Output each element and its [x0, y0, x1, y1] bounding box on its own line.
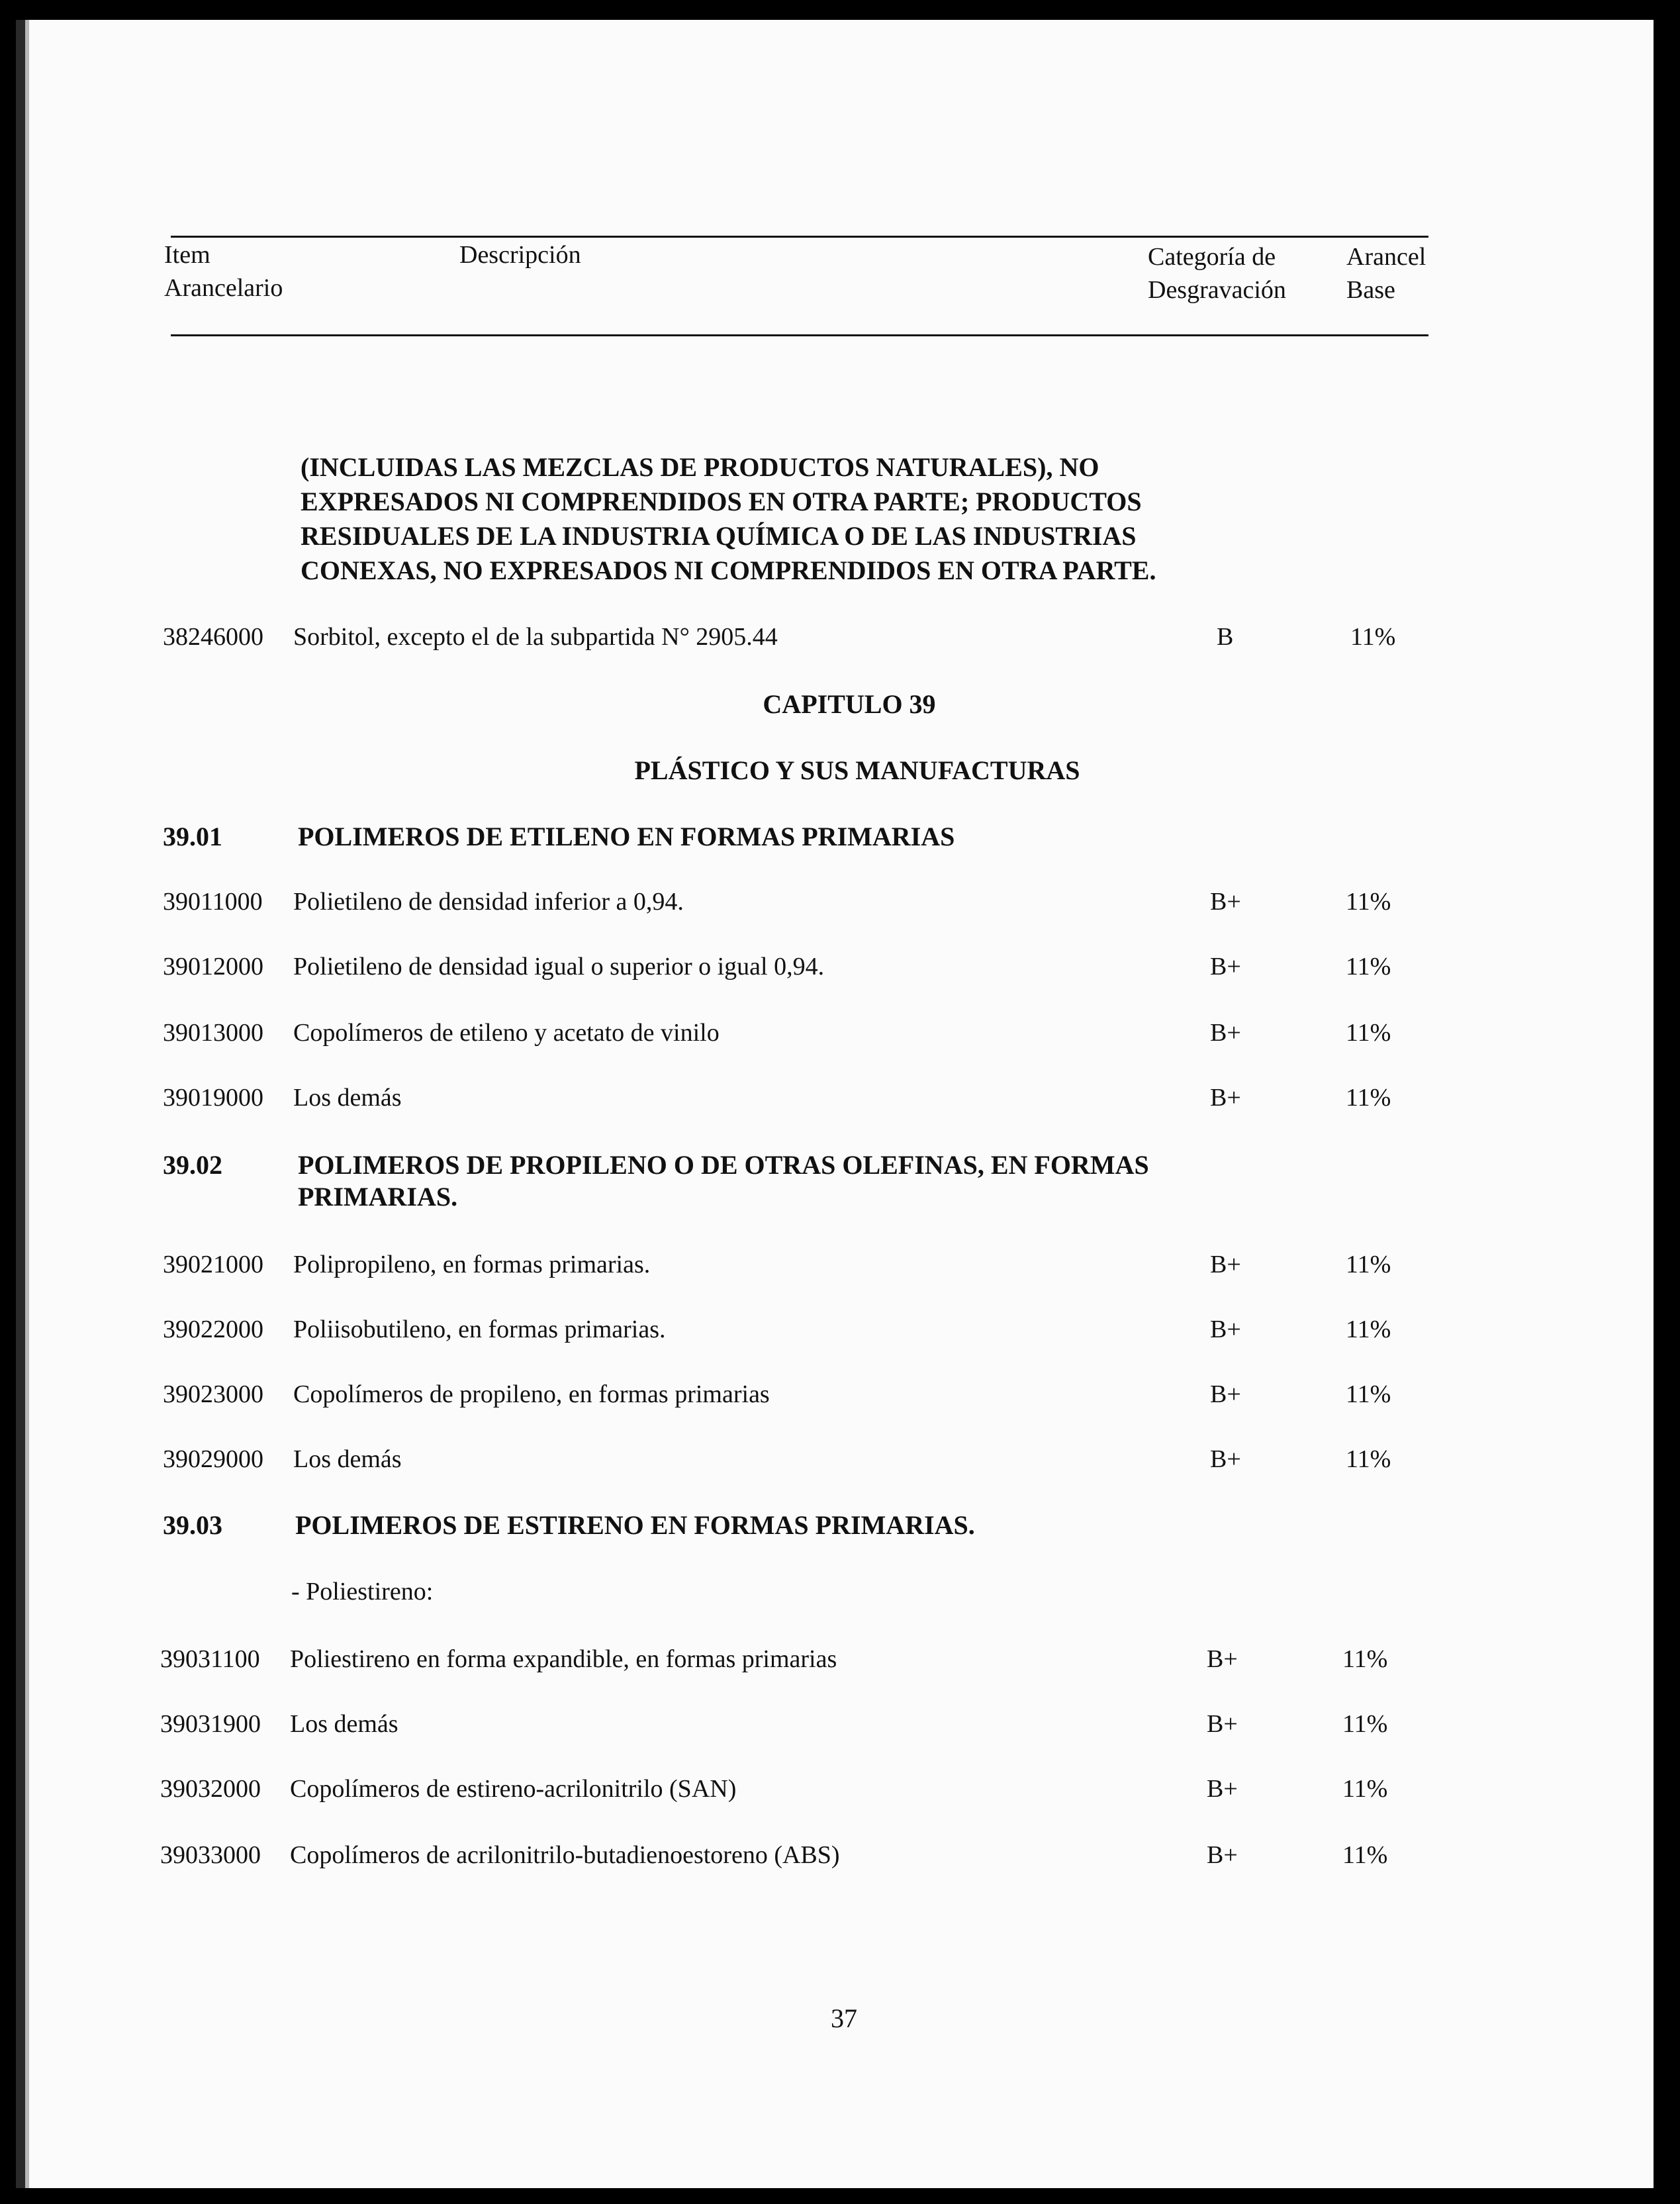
header-top-rule — [171, 236, 1428, 238]
item-description: Polietileno de densidad inferior a 0,94. — [293, 888, 684, 916]
item-rate: 11% — [1342, 1710, 1388, 1738]
continued-heading-line: EXPRESADOS NI COMPRENDIDOS EN OTRA PARTE; PRODUCTOS — [301, 487, 1142, 516]
item-code: 39013000 — [163, 1019, 263, 1047]
item-description: Copolímeros de estireno-acrilonitrilo (SAN) — [290, 1775, 737, 1803]
continued-heading-line: (INCLUIDAS LAS MEZCLAS DE PRODUCTOS NATURALES), NO — [301, 452, 1099, 482]
section-code: 39.03 — [163, 1510, 222, 1540]
section-heading — [25, 821, 1663, 861]
item-rate: 11% — [1346, 953, 1391, 981]
item-code: 39021000 — [163, 1251, 263, 1278]
item-rate: 11% — [1346, 1019, 1391, 1047]
section-title: POLIMEROS DE PROPILENO O DE OTRAS OLEFINAS, EN FORMAS PRIMARIAS. — [298, 1150, 1149, 1212]
table-row — [25, 952, 1663, 992]
item-rate: 11% — [1346, 1251, 1391, 1278]
item-category: B+ — [1207, 1645, 1238, 1673]
item-code: 39031900 — [160, 1710, 261, 1738]
item-rate: 11% — [1342, 1775, 1388, 1803]
header-categoria-line1: Categoría de — [1148, 243, 1276, 271]
item-rate: 11% — [1350, 623, 1396, 651]
item-category: B+ — [1207, 1710, 1238, 1738]
item-code: 39031100 — [160, 1645, 260, 1673]
header-item-line2: Arancelario — [164, 274, 283, 302]
continued-heading-line: CONEXAS, NO EXPRESADOS NI COMPRENDIDOS EN OTRA PARTE. — [301, 555, 1156, 585]
item-category: B+ — [1210, 1316, 1241, 1343]
item-code: 39012000 — [163, 953, 263, 981]
subheading: - Poliestireno: — [291, 1578, 434, 1605]
header-arancel-line2: Base — [1346, 276, 1395, 304]
item-code: 39033000 — [160, 1841, 261, 1869]
header-bottom-rule — [171, 334, 1428, 336]
item-rate: 11% — [1342, 1645, 1388, 1673]
table-row — [25, 1841, 1663, 1880]
table-row — [25, 1083, 1663, 1123]
table-row — [25, 1380, 1663, 1419]
item-description: Los demás — [290, 1710, 398, 1738]
item-category: B+ — [1210, 1445, 1241, 1473]
section-heading — [25, 1509, 1663, 1549]
item-category: B+ — [1210, 888, 1241, 916]
item-rate: 11% — [1346, 1316, 1391, 1343]
item-description: Polietileno de densidad igual o superior o igual 0,94. — [293, 953, 825, 981]
item-code: 39032000 — [160, 1775, 261, 1803]
header-arancel-col — [1346, 240, 1426, 307]
item-rate: 11% — [1342, 1841, 1388, 1869]
item-category: B+ — [1207, 1775, 1238, 1803]
item-code: 39023000 — [163, 1380, 263, 1408]
continued-heading — [301, 450, 1293, 588]
table-row — [25, 1445, 1663, 1484]
item-rate: 11% — [1346, 1445, 1391, 1473]
item-category: B+ — [1210, 1084, 1241, 1112]
item-category: B+ — [1207, 1841, 1238, 1869]
table-row — [25, 887, 1663, 927]
header-item-col — [164, 238, 283, 305]
item-rate: 11% — [1346, 1380, 1391, 1408]
page-number: 37 — [831, 2003, 857, 2033]
table-row — [25, 1774, 1663, 1814]
item-category: B — [1217, 623, 1234, 651]
section-code: 39.02 — [163, 1150, 222, 1180]
item-rate: 11% — [1346, 888, 1391, 916]
item-description: Poliisobutileno, en formas primarias. — [293, 1316, 666, 1343]
header-descripcion: Descripción — [459, 241, 581, 269]
table-row — [25, 1315, 1663, 1355]
section-title: POLIMEROS DE ESTIRENO EN FORMAS PRIMARIAS. — [295, 1510, 975, 1540]
item-category: B+ — [1210, 953, 1241, 981]
item-description: Poliestireno en forma expandible, en formas primarias — [290, 1645, 837, 1673]
table-row — [25, 1709, 1663, 1749]
header-categoria-col — [1148, 240, 1286, 307]
item-code: 39019000 — [163, 1084, 263, 1112]
section-title: POLIMEROS DE ETILENO EN FORMAS PRIMARIAS — [298, 822, 955, 851]
chapter-title: CAPITULO 39 — [763, 689, 936, 719]
item-category: B+ — [1210, 1380, 1241, 1408]
item-code: 38246000 — [163, 623, 263, 651]
header-item-line1: Item — [164, 241, 210, 269]
header-arancel-line1: Arancel — [1346, 243, 1426, 271]
item-description: Copolímeros de etileno y acetato de vinilo — [293, 1019, 720, 1047]
subheading-row — [25, 1577, 1663, 1617]
item-description: Copolímeros de propileno, en formas primarias — [293, 1380, 770, 1408]
item-description: Polipropileno, en formas primarias. — [293, 1251, 651, 1278]
table-row — [25, 1645, 1663, 1684]
chapter-subtitle: PLÁSTICO Y SUS MANUFACTURAS — [634, 755, 1080, 785]
item-description: Sorbitol, excepto el de la subpartida N° 2905.44 — [293, 623, 778, 651]
table-row — [25, 622, 1663, 662]
item-code: 39011000 — [163, 888, 263, 916]
item-category: B+ — [1210, 1251, 1241, 1278]
header-categoria-line2: Desgravación — [1148, 276, 1286, 304]
item-code: 39029000 — [163, 1445, 263, 1473]
item-description: Los demás — [293, 1445, 402, 1473]
item-code: 39022000 — [163, 1316, 263, 1343]
item-rate: 11% — [1346, 1084, 1391, 1112]
item-description: Los demás — [293, 1084, 402, 1112]
item-description: Copolímeros de acrilonitrilo-butadienoestoreno (ABS) — [290, 1841, 840, 1869]
continued-heading-line: RESIDUALES DE LA INDUSTRIA QUÍMICA O DE LAS INDUSTRIAS — [301, 521, 1137, 551]
section-code: 39.01 — [163, 822, 222, 851]
table-row — [25, 1018, 1663, 1058]
table-row — [25, 1250, 1663, 1290]
item-category: B+ — [1210, 1019, 1241, 1047]
section-heading — [25, 1149, 1663, 1222]
document-page — [16, 20, 1654, 2188]
